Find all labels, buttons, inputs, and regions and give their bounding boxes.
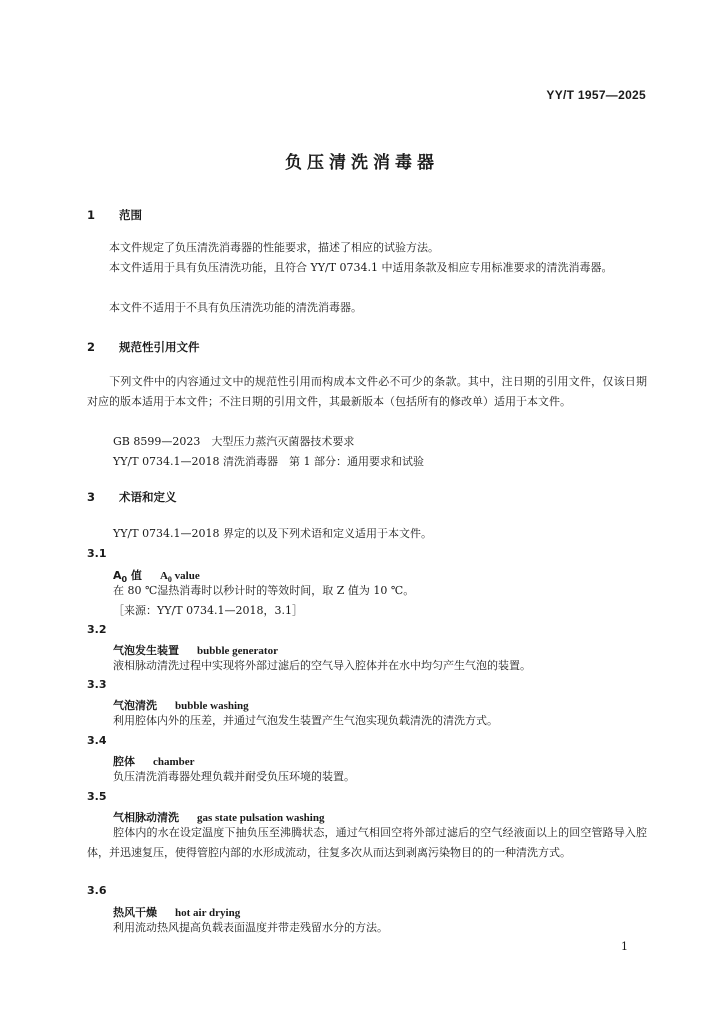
term-heading: 腔体 chamber	[113, 755, 195, 768]
clause-number: 3.3	[87, 678, 107, 691]
terms-intro: YY/T 0734.1—2018 界定的以及下列术语和定义适用于本文件。	[113, 527, 433, 540]
clause-number: 3.1	[87, 547, 107, 560]
section-title: 范围	[119, 208, 142, 222]
normative-reference-2: YY/T 0734.1—2018 清洗消毒器 第 1 部分：通用要求和试验	[113, 455, 425, 468]
section-title: 规范性引用文件	[119, 340, 200, 354]
term-definition: 利用腔体内外的压差，并通过气泡发生装置产生气泡实现负载清洗的清洗方式。	[113, 714, 498, 727]
section-1-heading	[87, 207, 142, 223]
normative-reference-1: GB 8599—2023 大型压力蒸汽灭菌器技术要求	[113, 435, 355, 448]
normative-intro: 下列文件中的内容通过文中的规范性引用而构成本文件必不可少的条款。其中，注日期的引用文件，仅该日期对应的版本适用于本文件；不注日期的引用文件，其最新版本（包括所有的修改单）适用于本文件。	[87, 375, 647, 408]
term-definition: 利用流动热风提高负载表面温度并带走残留水分的方法。	[113, 921, 388, 934]
scope-paragraph-1: 本文件规定了负压清洗消毒器的性能要求，描述了相应的试验方法。	[109, 241, 439, 254]
term-heading: $A_0$ 值 $A_0$ value	[113, 569, 200, 585]
section-2-heading	[87, 339, 200, 355]
term-definition: 腔体内的水在设定温度下抽负压至沸腾状态，通过气相回空将外部过滤后的空气经液面以上的回空管路导入腔体，并迅速复压，使得管腔内部的水形成流动，往复多次从而达到剥离污染物目的的一种清洗方式。	[87, 826, 647, 859]
section-3-heading	[87, 489, 177, 505]
clause-number: 3.2	[87, 623, 107, 636]
section-title: 术语和定义	[119, 490, 177, 504]
term-definition: 液相脉动清洗过程中实现将外部过滤后的空气导入腔体并在水中均匀产生气泡的装置。	[113, 659, 531, 672]
scope-paragraph-2: 本文件适用于具有负压清洗功能，且符合 YY/T 0734.1 中适用条款及相应专用标准要求的清洗消毒器。	[109, 261, 613, 274]
clause-number: 3.4	[87, 734, 107, 747]
section-number: 2	[87, 340, 96, 354]
term-heading: 气泡发生装置 bubble generator	[113, 644, 278, 657]
term-definition: 负压清洗消毒器处理负载并耐受负压环境的装置。	[113, 770, 355, 783]
term-heading: 气相脉动清洗 gas state pulsation washing	[113, 811, 325, 824]
term-definition: 在 80 ℃湿热消毒时以秒计时的等效时间，取 Z 值为 10 ℃。	[113, 584, 415, 597]
term-source: ［来源：YY/T 0734.1—2018，3.1］	[113, 604, 304, 617]
standard-code: YY/T 1957—2025	[546, 88, 646, 102]
term-heading: 热风干燥 hot air drying	[113, 906, 241, 919]
page-number: 1	[621, 940, 628, 953]
section-number: 1	[87, 208, 96, 222]
term-heading: 气泡清洗 bubble washing	[113, 699, 249, 712]
clause-number: 3.6	[87, 884, 107, 897]
document-title: 负压清洗消毒器	[285, 153, 439, 173]
clause-number: 3.5	[87, 790, 107, 803]
section-number: 3	[87, 490, 96, 504]
scope-paragraph-3: 本文件不适用于不具有负压清洗功能的清洗消毒器。	[109, 301, 362, 314]
